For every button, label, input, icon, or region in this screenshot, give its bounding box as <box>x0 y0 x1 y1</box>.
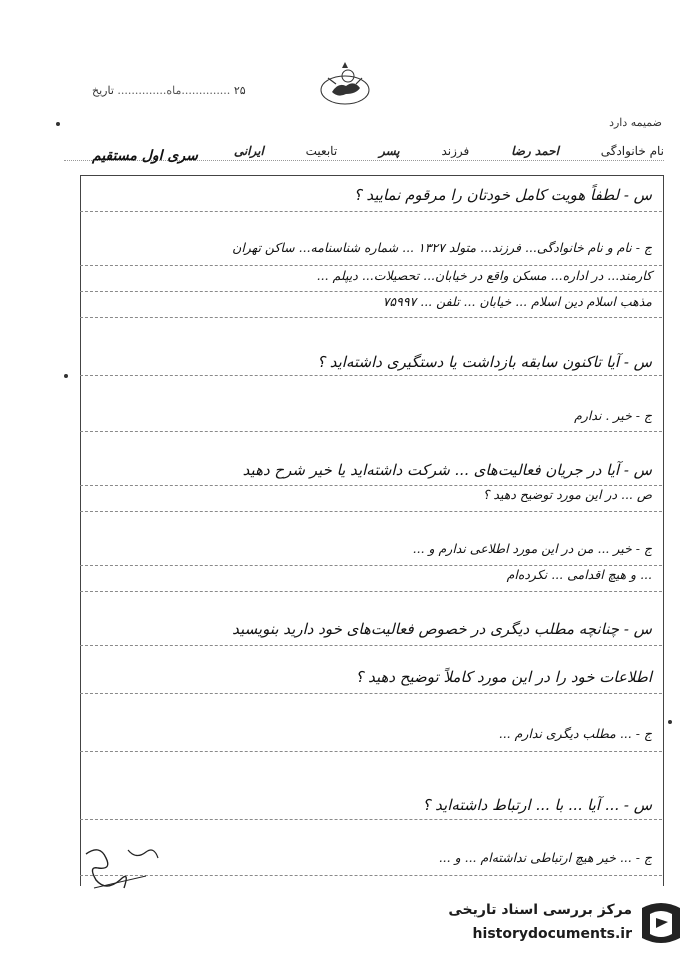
ruled-line <box>80 317 662 318</box>
ruled-line <box>80 819 662 820</box>
ruled-line <box>80 211 662 212</box>
line-11: س - چنانچه مطلب دیگری در خصوص فعالیت‌های خود دارید بنویسید <box>232 620 652 638</box>
ruled-line <box>80 693 662 694</box>
line-2: ج - نام و نام خانوادگی... فرزند... متولد ۱۳۲۷ ... شماره شناسنامه... ساکن تهران <box>232 240 652 255</box>
signature-mark <box>76 840 166 898</box>
lion-sun-emblem-icon <box>316 60 374 108</box>
ruled-line <box>80 645 662 646</box>
archive-logo-icon <box>636 898 686 948</box>
date-number: ۲۵ <box>233 84 246 97</box>
line-4: مذهب اسلام دین اسلام ... خیابان ... تلفن ... ۷۵۹۹۷ <box>382 294 652 309</box>
line-9: ج - خیر ... من در این مورد اطلاعی ندارم و ... <box>412 541 652 556</box>
classification-note: سری اول مستقیم <box>92 148 198 164</box>
line-10: ... و هیچ اقدامی ... نکرده‌ام <box>506 567 652 582</box>
nationality-label: تابعیت <box>305 144 338 158</box>
line-1: س - لطفاً هویت کامل خودتان را مرقوم نمایید ؟ <box>353 186 652 204</box>
ruled-line <box>80 511 662 512</box>
surname-value: احمد رضا <box>511 144 559 158</box>
ruled-line <box>80 875 662 876</box>
watermark-url: historydocuments.ir <box>472 926 632 942</box>
watermark-title: مرکز بررسی اسناد تاریخی <box>448 902 632 918</box>
date-dots: ..............ماه.............. <box>117 84 231 97</box>
margin-mark <box>56 122 60 126</box>
date-field <box>92 84 246 97</box>
father-value: پسر <box>378 144 400 158</box>
ruled-line <box>80 431 662 432</box>
line-6: ج - خیر . ندارم <box>574 408 652 423</box>
ruled-line <box>80 375 662 376</box>
line-5: س - آیا تاکنون سابقه بازداشت یا دستگیری داشته‌اید ؟ <box>317 353 652 371</box>
line-3: کارمند... در اداره... مسکن واقع در خیابان... تحصیلات... دیپلم ... <box>316 268 652 283</box>
line-12: اطلاعات خود را در این مورد کاملاً توضیح دهید ؟ <box>355 668 652 686</box>
nationality-value: ایرانی <box>233 144 264 158</box>
ruled-line <box>80 485 662 486</box>
father-label: فرزند <box>441 144 470 158</box>
ruled-line <box>80 751 662 752</box>
line-14: س - ... آیا ... با ... ارتباط داشته‌اید ؟ <box>422 796 652 814</box>
attachment-label: ضمیمه دارد <box>609 116 662 129</box>
margin-mark <box>668 720 672 724</box>
line-13: ج - ... مطلب دیگری ندارم ... <box>498 726 652 741</box>
line-7: س - آیا در جریان فعالیت‌های ... شرکت داشته‌اید یا خیر شرح دهید <box>242 461 652 479</box>
line-8: ص ... در این مورد توضیح دهید ؟ <box>482 487 652 502</box>
date-label: تاریخ <box>92 84 114 97</box>
ruled-line <box>80 265 662 266</box>
ruled-line <box>80 565 662 566</box>
ruled-line <box>80 591 662 592</box>
line-15: ج - ... خیر هیچ ارتباطی نداشته‌ام ... و ... <box>438 850 652 865</box>
surname-label: نام خانوادگی <box>600 144 664 158</box>
margin-mark <box>64 374 68 378</box>
ruled-line <box>80 291 662 292</box>
